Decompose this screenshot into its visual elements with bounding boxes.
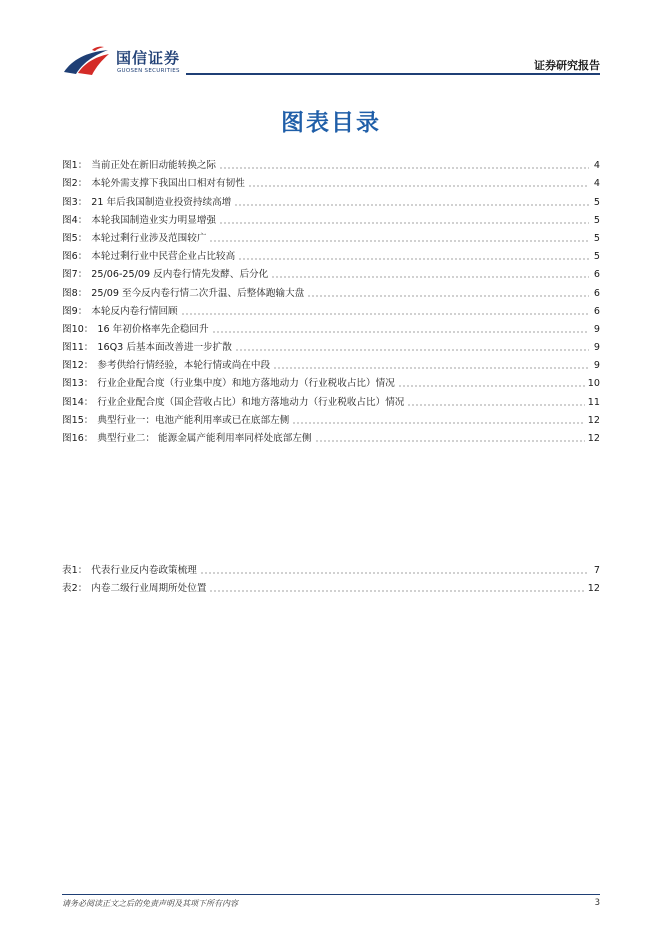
figure-toc-entry[interactable]	[62, 190, 600, 208]
toc-entry-page: 5	[593, 232, 600, 244]
page-title: 图表目录	[281, 110, 381, 136]
toc-entry-label: 图1：	[62, 160, 88, 172]
toc-entry-label: 图10：	[62, 323, 94, 335]
dot-leader	[234, 204, 589, 206]
toc-entry-title: 参考供给行情经验，本轮行情或尚在中段	[97, 360, 271, 372]
dot-leader	[407, 404, 584, 406]
toc-entry-page: 12	[587, 433, 600, 444]
figure-toc-entry[interactable]	[62, 372, 600, 390]
figure-toc-entry[interactable]	[62, 390, 600, 408]
toc-entry-page: 12	[587, 414, 600, 426]
figure-toc-entry[interactable]	[62, 154, 600, 172]
toc-entry-title: 25/09 至今反内卷行情二次升温、后整体跑输大盘	[91, 287, 305, 299]
toc-entry-title: 本轮反内卷行情回顾	[91, 305, 178, 317]
toc-entry-page: 4	[593, 178, 600, 190]
toc-entry-title: 代表行业反内卷政策梳理	[91, 565, 197, 577]
toc-entry-label: 图2：	[62, 178, 88, 190]
page-number: 3	[594, 898, 600, 908]
figure-toc-entry[interactable]	[62, 263, 600, 281]
figure-toc-entry[interactable]	[62, 427, 600, 445]
figure-toc-entry[interactable]	[62, 318, 600, 336]
brand-name-en: GUOSEN SECURITIES	[117, 68, 180, 74]
toc-entry-title: 25/06-25/09 反内卷行情先发酵、后分化	[91, 269, 269, 281]
toc-entry-title: 典型行业一：电池产能利用率或已在底部左侧	[97, 414, 290, 426]
dot-leader	[307, 295, 589, 297]
toc-entry-label: 图13：	[62, 378, 94, 390]
table-toc-entry[interactable]	[62, 577, 600, 595]
figure-toc-entry[interactable]	[62, 409, 600, 427]
dot-leader	[292, 422, 585, 424]
dot-leader	[248, 185, 589, 187]
toc-entry-label: 图4：	[62, 214, 88, 226]
toc-entry-label: 图7：	[62, 269, 88, 281]
toc-entry-label: 图15：	[62, 414, 94, 426]
figure-toc-entry[interactable]	[62, 354, 600, 372]
toc-entry-title: 本轮我国制造业实力明显增强	[91, 214, 217, 226]
toc-entry-title: 21 年后我国制造业投资持续高增	[91, 196, 232, 208]
toc-entry-page: 6	[593, 305, 600, 317]
toc-entry-title: 行业企业配合度（行业集中度）和地方落地动力（行业税收占比）情况	[97, 378, 395, 390]
toc-entry-page: 9	[593, 323, 600, 335]
dot-leader	[209, 240, 589, 242]
toc-entry-title: 典型行业二： 能源金属产能利用率同样处底部左侧	[97, 433, 312, 444]
toc-entry-title: 本轮外需支撑下我国出口相对有韧性	[91, 178, 245, 190]
toc-entry-title: 本轮过剩行业中民营企业占比较高	[91, 251, 236, 263]
toc-entry-label: 图14：	[62, 396, 94, 408]
toc-entry-title: 行业企业配合度（国企营收占比）和地方落地动力（行业税收占比）情况	[97, 396, 405, 408]
dot-leader	[398, 385, 585, 387]
figure-toc-entry[interactable]	[62, 227, 600, 245]
toc-entry-page: 5	[593, 214, 600, 226]
toc-entry-label: 图11：	[62, 342, 94, 354]
dot-leader	[271, 276, 589, 278]
toc-entry-page: 4	[593, 160, 600, 172]
figure-toc-entry[interactable]	[62, 245, 600, 263]
report-type-label: 证券研究报告	[534, 59, 600, 72]
toc-entry-page: 7	[593, 565, 600, 577]
brand-name-cn: 国信证券	[116, 49, 181, 67]
disclaimer-text: 请务必阅读正文之后的免责声明及其项下所有内容	[62, 899, 238, 908]
toc-entry-label: 图3：	[62, 196, 88, 208]
toc-entry-label: 图16：	[62, 433, 94, 444]
dot-leader	[315, 440, 585, 442]
page-header	[0, 0, 662, 80]
guosen-logo	[62, 46, 182, 78]
dot-leader	[219, 222, 589, 224]
toc-entry-page: 10	[587, 378, 600, 390]
toc-entry-label: 表1：	[62, 565, 88, 577]
toc-entry-page: 5	[593, 251, 600, 263]
toc-entry-title: 16Q3 后基本面改善进一步扩散	[97, 342, 232, 354]
toc-entry-page: 6	[593, 287, 600, 299]
figure-toc-entry[interactable]	[62, 172, 600, 190]
dot-leader	[209, 590, 584, 592]
dot-leader	[273, 367, 589, 369]
dot-leader	[235, 349, 589, 351]
table-toc-entry[interactable]	[62, 559, 600, 577]
dot-leader	[219, 167, 589, 169]
table-list	[62, 559, 600, 595]
toc-entry-title: 16 年初价格率先企稳回升	[97, 323, 209, 335]
dot-leader	[181, 313, 589, 315]
guosen-logo-icon	[62, 46, 112, 76]
header-divider	[186, 73, 600, 75]
dot-leader	[238, 258, 589, 260]
toc-entry-page: 6	[593, 269, 600, 281]
toc-entry-label: 图5：	[62, 232, 88, 244]
dot-leader	[212, 331, 589, 333]
toc-entry-title: 当前正处在新旧动能转换之际	[91, 160, 217, 172]
toc-entry-page: 9	[593, 360, 600, 372]
toc-entry-label: 图9：	[62, 305, 88, 317]
toc-entry-page: 9	[593, 342, 600, 354]
figure-toc-entry[interactable]	[62, 281, 600, 299]
toc-entry-label: 图8：	[62, 287, 88, 299]
toc-entry-title: 本轮过剩行业涉及范围较广	[91, 232, 207, 244]
toc-entry-page: 11	[587, 396, 600, 408]
figure-toc-entry[interactable]	[62, 336, 600, 354]
toc-entry-label: 表2：	[62, 583, 88, 595]
toc-entry-title: 内卷二级行业周期所处位置	[91, 583, 207, 595]
toc-entry-page: 12	[587, 583, 600, 595]
dot-leader	[200, 572, 589, 574]
figure-toc-entry[interactable]	[62, 209, 600, 227]
figure-toc-entry[interactable]	[62, 300, 600, 318]
footer-divider	[62, 894, 600, 895]
figure-list	[62, 154, 600, 445]
toc-entry-label: 图6：	[62, 251, 88, 263]
toc-entry-label: 图12：	[62, 360, 94, 372]
toc-entry-page: 5	[593, 196, 600, 208]
